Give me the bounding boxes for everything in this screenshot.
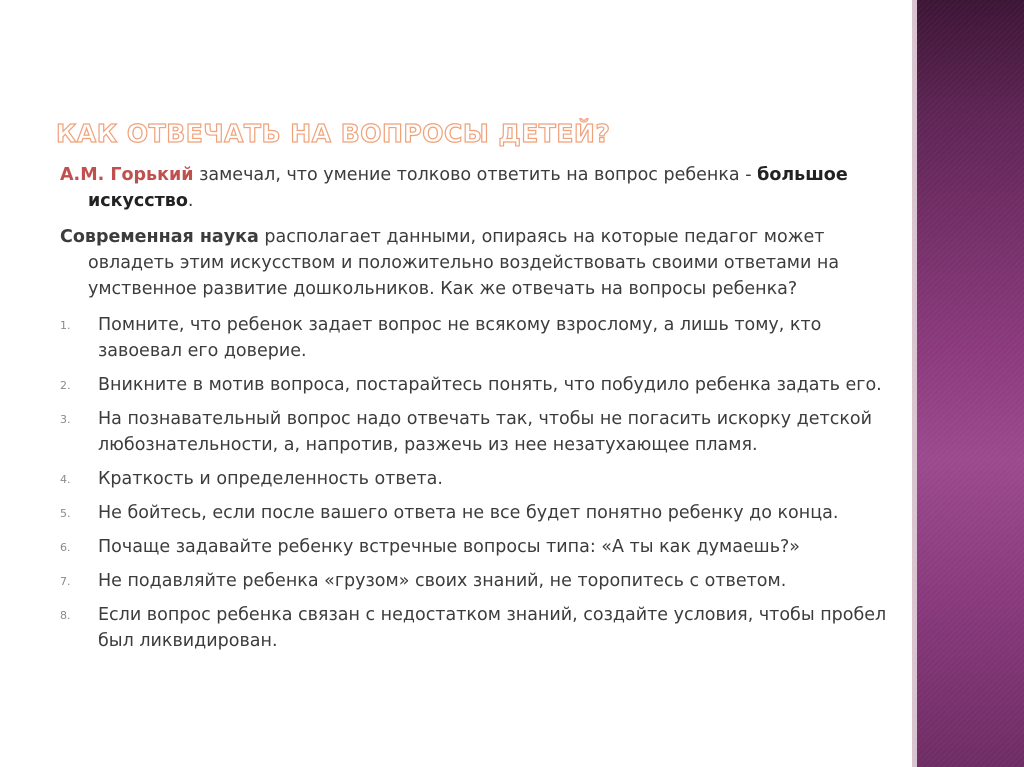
list-item-number: 5. — [60, 507, 71, 520]
list-item-number: 6. — [60, 541, 71, 554]
list-item-text: Краткость и определенность ответа. — [98, 469, 443, 489]
list-item — [60, 372, 905, 398]
list-item-number: 3. — [60, 413, 71, 426]
list-item-text: Не бойтесь, если после вашего ответа не все будет понятно ребенку до конца. — [98, 503, 839, 523]
list-item — [60, 312, 905, 364]
intro-paragraph — [60, 162, 905, 214]
advice-list — [60, 312, 905, 654]
list-item — [60, 602, 905, 654]
list-item-number: 2. — [60, 379, 71, 392]
intro-text: замечал, что умение толково ответить на вопрос ребенка - — [193, 165, 758, 185]
intro-emphasis: большое искусство — [88, 165, 848, 211]
list-item — [60, 406, 905, 458]
science-bold: Современная наука — [60, 227, 259, 247]
author-name: А.М. Горький — [60, 165, 194, 185]
list-item — [60, 568, 905, 594]
list-item-number: 1. — [60, 319, 71, 332]
list-item — [60, 466, 905, 492]
slide-title: КАК ОТВЕЧАТЬ НА ВОПРОСЫ ДЕТЕЙ? — [56, 119, 611, 148]
list-item — [60, 534, 905, 560]
list-item-number: 7. — [60, 575, 71, 588]
science-paragraph — [60, 224, 905, 302]
list-item-text: Помните, что ребенок задает вопрос не всякому взрослому, а лишь тому, кто завоевал его доверие. — [98, 315, 822, 361]
list-item-text: Не подавляйте ребенка «грузом» своих знаний, не торопитесь с ответом. — [98, 571, 787, 591]
list-item-text: На познавательный вопрос надо отвечать так, чтобы не погасить искорку детской любознательности, а, напротив, разжечь из нее незатухающее пламя. — [98, 409, 872, 455]
intro-end: . — [187, 191, 194, 211]
list-item-text: Почаще задавайте ребенку встречные вопросы типа: «А ты как думаешь?» — [98, 537, 801, 557]
list-item-text: Вникните в мотив вопроса, постарайтесь понять, что побудило ребенка задать его. — [98, 375, 882, 395]
list-item-number: 4. — [60, 473, 71, 486]
side-decorative-band — [912, 0, 1024, 767]
list-item — [60, 500, 905, 526]
list-item-text: Если вопрос ребенка связан с недостатком знаний, создайте условия, чтобы пробел был ликвидирован. — [98, 605, 887, 651]
list-item-number: 8. — [60, 609, 71, 622]
science-text: располагает данными, опираясь на которые педагог может овладеть этим искусством и положительно воздействовать своими ответами на умственное развитие дошкольников. Как же отвечать на вопросы ребенка? — [88, 227, 840, 299]
slide-content — [60, 162, 905, 662]
